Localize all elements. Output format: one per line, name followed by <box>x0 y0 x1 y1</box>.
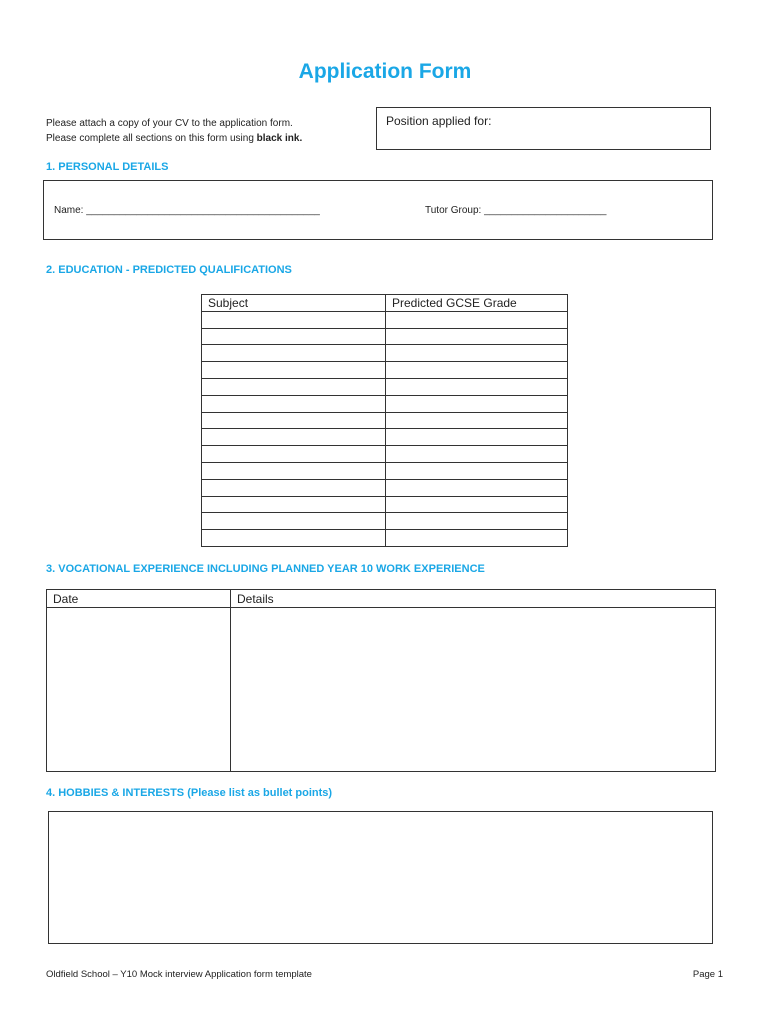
position-applied-field[interactable] <box>376 107 711 150</box>
footer-text: Oldfield School – Y10 Mock interview Application form template <box>46 969 312 980</box>
instructions <box>46 116 302 146</box>
table-header-row <box>202 295 568 312</box>
vocational-table <box>46 589 716 772</box>
table-row <box>202 362 568 379</box>
section-heading-vocational: 3. VOCATIONAL EXPERIENCE INCLUDING PLANNED YEAR 10 WORK EXPERIENCE <box>46 563 485 575</box>
section-heading-education: 2. EDUCATION - PREDICTED QUALIFICATIONS <box>46 264 292 276</box>
column-header-grade: Predicted GCSE Grade <box>386 295 568 312</box>
grade-cell[interactable] <box>386 345 568 362</box>
grade-cell[interactable] <box>386 513 568 530</box>
hobbies-input-box[interactable] <box>48 811 713 944</box>
grade-cell[interactable] <box>386 496 568 513</box>
subject-cell[interactable] <box>202 479 386 496</box>
table-row <box>202 328 568 345</box>
table-row <box>202 429 568 446</box>
grade-cell[interactable] <box>386 328 568 345</box>
table-row <box>47 608 716 772</box>
table-row <box>202 395 568 412</box>
column-header-details: Details <box>231 590 716 608</box>
table-row <box>202 345 568 362</box>
grade-cell[interactable] <box>386 462 568 479</box>
grade-cell[interactable] <box>386 446 568 463</box>
table-row <box>202 530 568 547</box>
table-header-row <box>47 590 716 608</box>
column-header-date: Date <box>47 590 231 608</box>
grade-cell[interactable] <box>386 412 568 429</box>
grade-cell[interactable] <box>386 429 568 446</box>
page-number: Page 1 <box>692 969 723 980</box>
grade-cell[interactable] <box>386 530 568 547</box>
grade-cell[interactable] <box>386 362 568 379</box>
subject-cell[interactable] <box>202 446 386 463</box>
date-cell[interactable] <box>47 608 231 772</box>
table-row <box>202 311 568 328</box>
grade-cell[interactable] <box>386 479 568 496</box>
table-row <box>202 378 568 395</box>
table-row <box>202 446 568 463</box>
instruction-line-2 <box>46 131 302 146</box>
tutor-group-field[interactable]: Tutor Group: ______________________ <box>425 205 607 216</box>
section-heading-personal: 1. PERSONAL DETAILS <box>46 161 169 173</box>
table-row <box>202 412 568 429</box>
section-heading-hobbies: 4. HOBBIES & INTERESTS (Please list as bullet points) <box>46 787 333 799</box>
subject-cell[interactable] <box>202 362 386 379</box>
subject-cell[interactable] <box>202 462 386 479</box>
qualifications-table <box>201 294 568 547</box>
table-row <box>202 462 568 479</box>
subject-cell[interactable] <box>202 395 386 412</box>
instruction-line-2-text: Please complete all sections on this form using <box>46 133 257 144</box>
table-row <box>202 513 568 530</box>
personal-details-box <box>43 180 713 240</box>
subject-cell[interactable] <box>202 378 386 395</box>
subject-cell[interactable] <box>202 429 386 446</box>
subject-cell[interactable] <box>202 345 386 362</box>
grade-cell[interactable] <box>386 378 568 395</box>
table-row <box>202 496 568 513</box>
subject-cell[interactable] <box>202 496 386 513</box>
grade-cell[interactable] <box>386 395 568 412</box>
details-cell[interactable] <box>231 608 716 772</box>
subject-cell[interactable] <box>202 412 386 429</box>
instruction-line-2-bold: black ink. <box>256 133 303 144</box>
form-title: Application Form <box>298 60 472 83</box>
column-header-subject: Subject <box>202 295 386 312</box>
subject-cell[interactable] <box>202 530 386 547</box>
subject-cell[interactable] <box>202 513 386 530</box>
subject-cell[interactable] <box>202 328 386 345</box>
instruction-line-1: Please attach a copy of your CV to the application form. <box>46 118 293 129</box>
position-applied-label: Position applied for: <box>386 114 492 128</box>
table-row <box>202 479 568 496</box>
grade-cell[interactable] <box>386 311 568 328</box>
subject-cell[interactable] <box>202 311 386 328</box>
name-field[interactable]: Name: __________________________________________ <box>54 205 320 216</box>
